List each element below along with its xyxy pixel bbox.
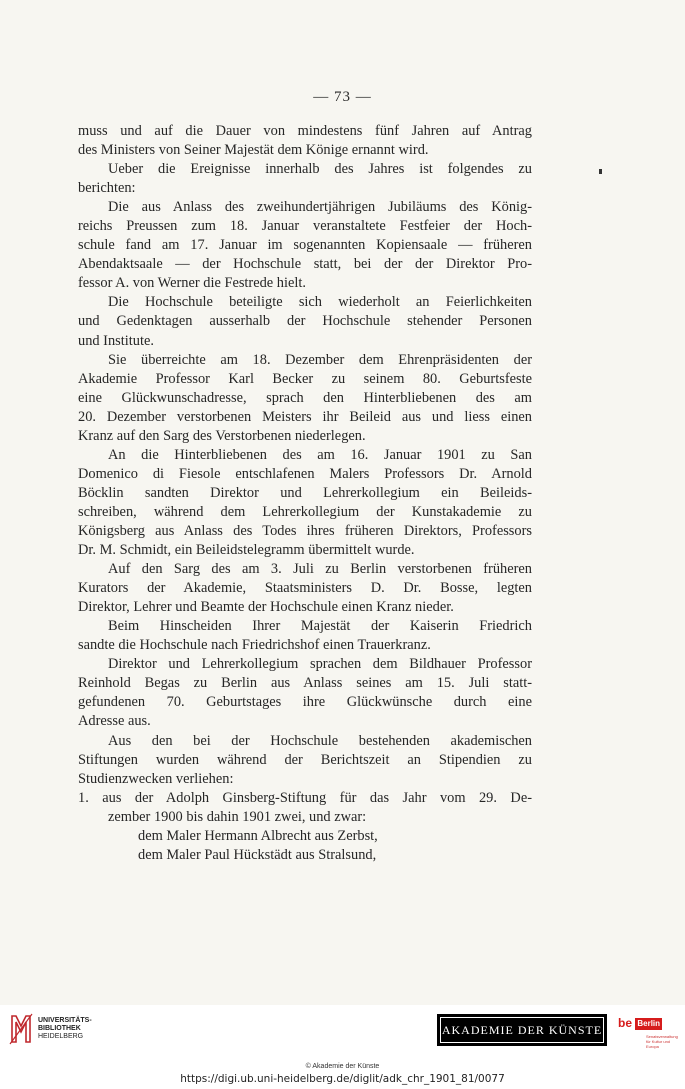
uni-line-1: UNIVERSITÄTS- [38, 1017, 92, 1024]
text-line: Auf den Sarg des am 3. Juli zu Berlin verstorbenen früheren [108, 561, 532, 578]
uni-line-3: HEIDELBERG [38, 1033, 84, 1040]
akademie-der-kuenste-logo[interactable] [437, 1014, 607, 1046]
text-line: sandte die Hochschule nach Friedrichshof einen Trauerkranz. [78, 637, 431, 654]
text-line: und Gedenktagen ausserhalb der Hochschule stehender Personen [78, 313, 532, 330]
berlin-badge: Berlin [637, 1018, 661, 1028]
text-line: Stiftungen wurden während der Berichtszeit an Stipendien zu [78, 751, 532, 768]
text-line: 20. Dezember verstorbenen Meisters ihr Beileid aus und liess einen [78, 408, 532, 425]
text-line: Böcklin sandten Direktor und Lehrerkollegium ein Beileids- [78, 484, 532, 501]
text-line: schreiben, während dem Lehrerkollegium der Kunstakademie zu [78, 503, 532, 520]
body-text [78, 122, 532, 865]
text-line: schule fand am 17. Januar im sogenannten Kopiensaale — früheren [78, 237, 532, 254]
copyright-notice: © Akademie der Künste [305, 1063, 380, 1070]
text-line: muss und auf die Dauer von mindestens fünf Jahren auf Antrag [78, 123, 532, 139]
text-line: An die Hinterbliebenen des am 16. Januar 1901 zu San [108, 446, 532, 463]
text-line: Abendaktsaale — der Hochschule statt, bei der der Direktor Pro- [78, 256, 532, 273]
text-line: zember 1900 bis dahin 1901 zwei, und zwar: [108, 808, 367, 825]
text-line: Beim Hinscheiden Ihrer Majestät der Kaiserin Friedrich [108, 618, 532, 635]
berlin-brand-text: be [618, 1016, 633, 1030]
text-line: Die aus Anlass des zweihundertjährigen Jubiläums des König- [108, 199, 532, 216]
text-line: Aus den bei der Hochschule bestehenden akademischen [108, 732, 532, 749]
text-line: Dr. M. Schmidt, ein Beileidstelegramm übermittelt wurde. [78, 542, 415, 559]
text-line: Sie überreichte am 18. Dezember dem Ehrenpräsidenten der [108, 351, 532, 368]
text-line: reichs Preussen zum 18. Januar veranstaltete Festfeier der Hoch- [78, 218, 532, 235]
text-line: des Ministers von Seiner Majestät dem Könige ernannt wird. [78, 142, 429, 159]
text-line: und Institute. [78, 332, 154, 349]
text-line: Die Hochschule beteiligte sich wiederholt an Feierlichkeiten [108, 294, 532, 311]
text-line: Direktor, Lehrer und Beamte der Hochschule einen Kranz nieder. [78, 599, 454, 616]
akademie-logo-text: AKADEMIE DER KÜNSTE [440, 1017, 604, 1043]
berlin-senate-logo[interactable] [618, 1013, 676, 1047]
text-line: berichten: [78, 180, 136, 197]
text-line: Akademie Professor Karl Becker zu seinem 80. Geburtsfeste [78, 370, 532, 387]
berlin-subtitle: Senatsverwaltung für Kultur und Europa [646, 1034, 678, 1049]
text-line: eine Glückwunschadresse, sprach den Hinterbliebenen des am [78, 389, 532, 406]
university-library-logo-icon[interactable] [8, 1012, 34, 1046]
text-line: Direktor und Lehrerkollegium sprachen dem Bildhauer Professor [108, 656, 532, 673]
stray-ink-mark [599, 169, 602, 174]
text-line: Studienzwecken verliehen: [78, 770, 234, 787]
text-line: Kranz auf den Sarg des Verstorbenen niederlegen. [78, 427, 366, 444]
source-url-link[interactable]: https://digi.ub.uni-heidelberg.de/diglit/adk_chr_1901_81/0077 [180, 1073, 505, 1085]
page-number: — 73 — [313, 89, 372, 105]
text-line: Adresse aus. [78, 713, 151, 730]
text-line: gefundenen 70. Geburtstages ihre Glückwünsche durch eine [78, 694, 532, 711]
university-library-name[interactable] [38, 1017, 92, 1041]
text-line: Kurators der Akademie, Staatsministers D. Dr. Bosse, legten [78, 580, 532, 597]
text-line: dem Maler Paul Hückstädt aus Stralsund, [138, 846, 377, 863]
text-line: Ueber die Ereignisse innerhalb des Jahres ist folgendes zu [108, 161, 532, 178]
text-line: 1. aus der Adolph Ginsberg-Stiftung für das Jahr vom 29. De- [78, 789, 532, 806]
text-line: dem Maler Hermann Albrecht aus Zerbst, [138, 827, 378, 844]
uni-line-2: BIBLIOTHEK [38, 1025, 81, 1032]
text-line: Königsberg aus Anlass des Todes ihres früheren Direktors, Professors [78, 522, 532, 539]
text-line: fessor A. von Werner die Festrede hielt. [78, 275, 306, 292]
text-line: Domenico di Fiesole entschlafenen Malers Professors Dr. Arnold [78, 465, 532, 482]
text-line: Reinhold Begas zu Berlin aus Anlass seines am 15. Juli statt- [78, 675, 532, 692]
